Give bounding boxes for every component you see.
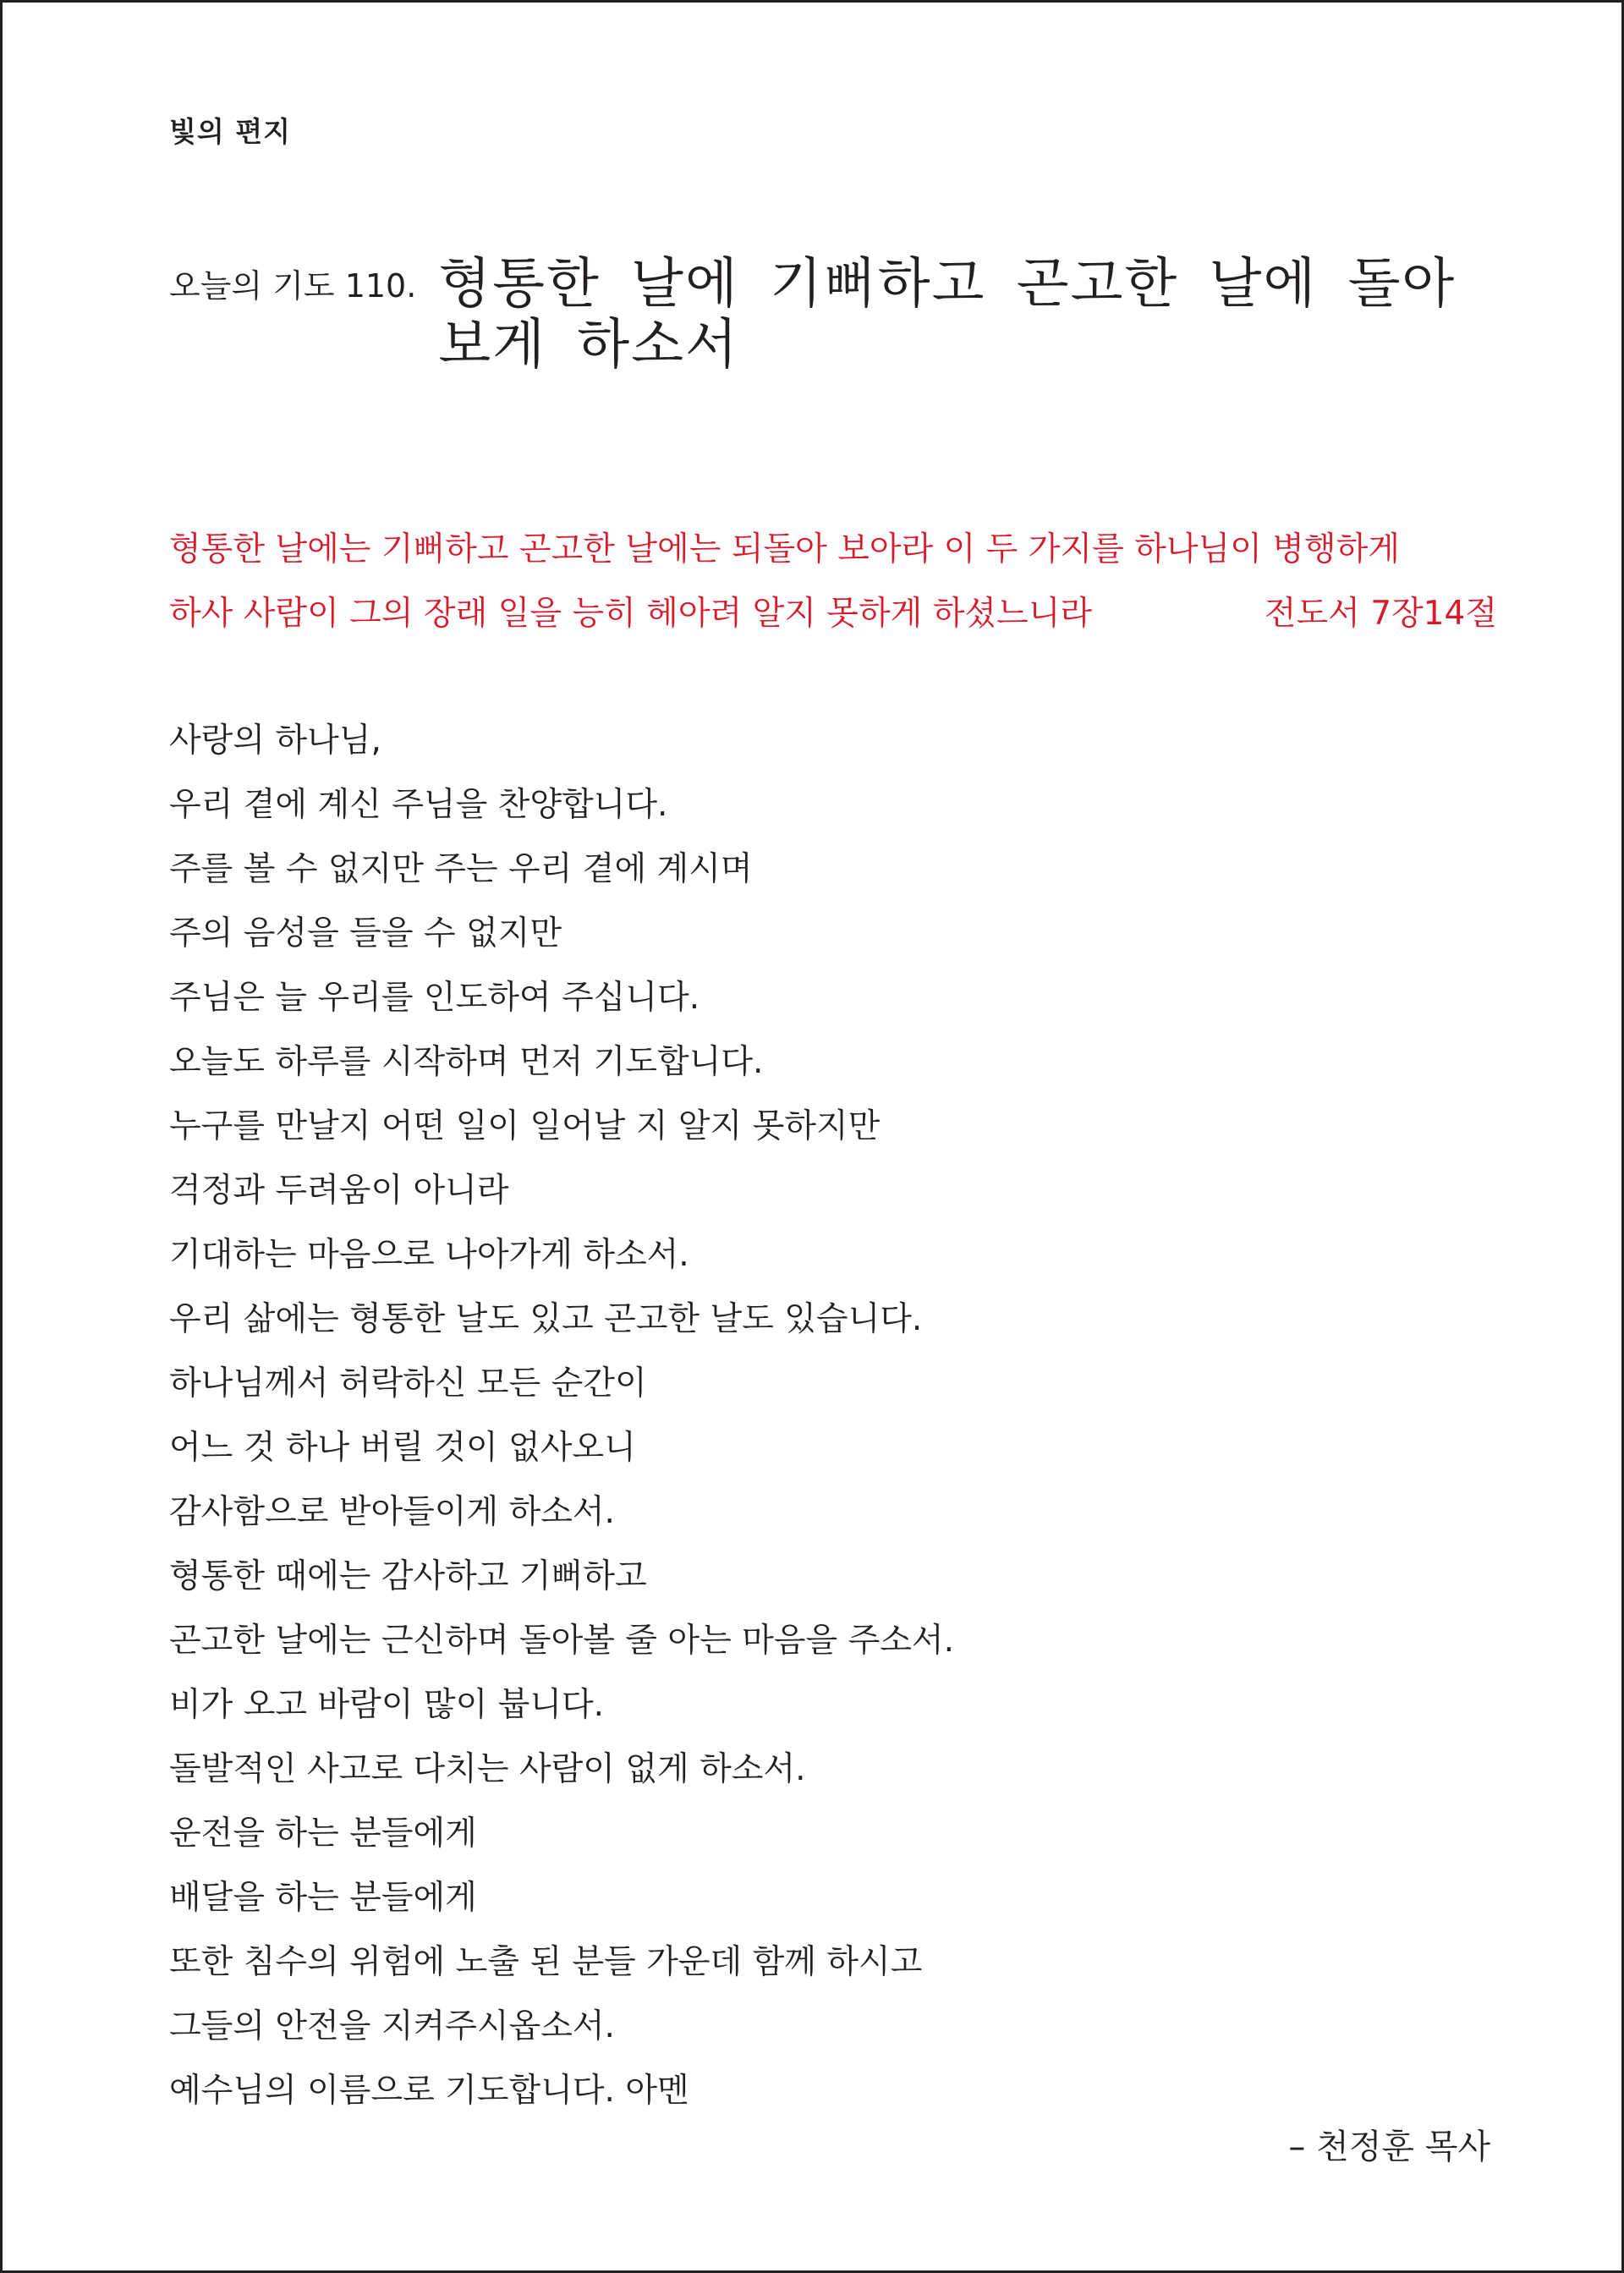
prayer-line: 비가 오고 바람이 많이 붑니다.: [169, 1686, 605, 1724]
prayer-body: [169, 709, 1497, 2123]
scripture-reference: 전도서 7장14절: [1264, 595, 1497, 633]
prayer-line: 주의 음성을 들을 수 없지만: [169, 914, 562, 953]
prayer-line: 감사함으로 받아들이게 하소서.: [169, 1493, 615, 1531]
prayer-line: 곤고한 날에는 근신하며 돌아볼 줄 아는 마음을 주소서.: [169, 1622, 955, 1660]
prayer-line: 우리 곁에 계신 주님을 찬양합니다.: [169, 786, 668, 824]
title-prefix: 오늘의 기도 110.: [169, 267, 417, 305]
prayer-line: 주님은 늘 우리를 인도하여 주십니다.: [169, 979, 700, 1017]
prayer-line: 형통한 때에는 감사하고 기뻐하고: [169, 1557, 647, 1595]
prayer-line: 걱정과 두려움이 아니라: [169, 1172, 509, 1210]
prayer-line: 돌발적인 사고로 다치는 사람이 없게 하소서.: [169, 1750, 806, 1788]
prayer-line: 오늘도 하루를 시작하며 먼저 기도합니다.: [169, 1043, 764, 1081]
prayer-line: 배달을 하는 분들에게: [169, 1879, 477, 1917]
title-block: [169, 254, 1497, 376]
prayer-line: 하나님께서 허락하신 모든 순간이: [169, 1364, 647, 1403]
header-label: 빛의 편지: [169, 115, 292, 148]
prayer-line: 사랑의 하나님,: [169, 722, 381, 760]
prayer-line: 누구를 만날지 어떤 일이 일어날 지 알지 못하지만: [169, 1107, 881, 1145]
prayer-line: 운전을 하는 분들에게: [169, 1815, 477, 1853]
prayer-line: 우리 삶에는 형통한 날도 있고 곤고한 날도 있습니다.: [169, 1300, 923, 1338]
scripture-quote: [169, 518, 1497, 646]
scripture-line-2: 하사 사람이 그의 장래 일을 능히 헤아려 알지 못하게 하셨느니라: [169, 595, 1093, 633]
scripture-line-2-row: [169, 582, 1497, 646]
prayer-line: 어느 것 하나 버릴 것이 없사오니: [169, 1429, 636, 1467]
scripture-line-1: 형통한 날에는 기뻐하고 곤고한 날에는 되돌아 보아라 이 두 가지를 하나님이 병행하게: [169, 530, 1400, 568]
signature: – 천정훈 목사: [1288, 2128, 1490, 2166]
prayer-line: 기대하는 마음으로 나아가게 하소서.: [169, 1236, 689, 1274]
prayer-line: 예수님의 이름으로 기도합니다. 아멘: [169, 2072, 689, 2110]
page-title: 형통한 날에 기뻐하고 곤고한 날에 돌아보게 하소서: [438, 253, 1457, 376]
prayer-line: 또한 침수의 위험에 노출 된 분들 가운데 함께 하시고: [169, 1943, 923, 1981]
prayer-line: 주를 볼 수 없지만 주는 우리 곁에 계시며: [169, 850, 753, 888]
prayer-line: 그들의 안전을 지켜주시옵소서.: [169, 2007, 615, 2045]
